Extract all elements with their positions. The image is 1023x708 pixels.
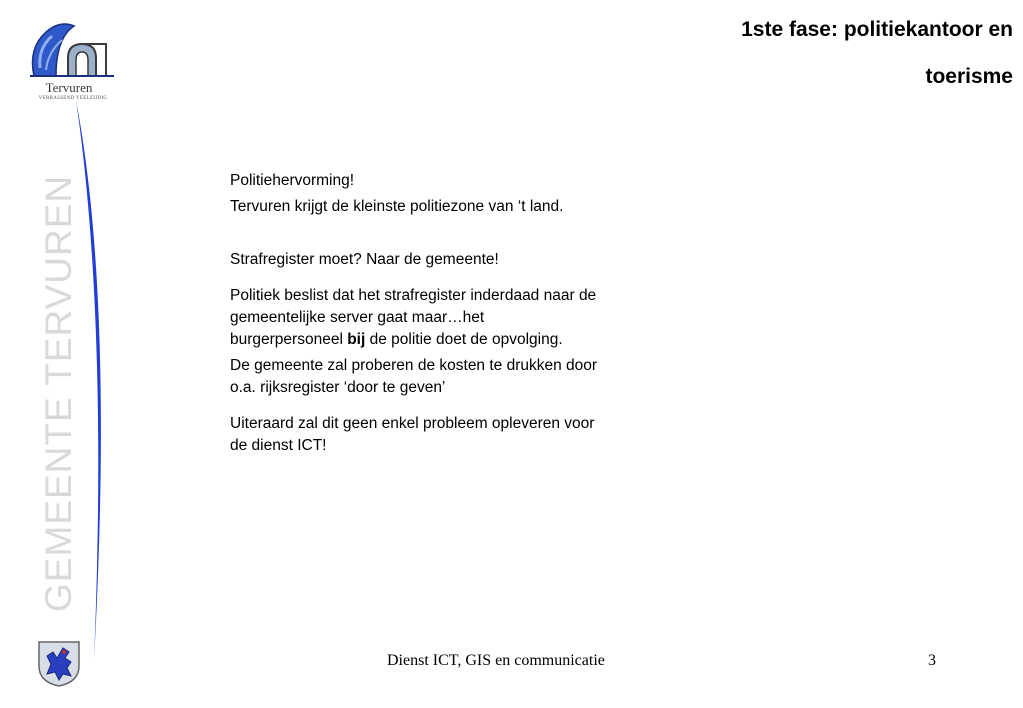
slide-title-line-1: 1ste fase: politiekantoor en: [741, 18, 1013, 41]
paragraph-kleinste-politiezone: Tervuren krijgt de kleinste politiezone van ‘t land.: [230, 198, 564, 215]
paragraph-kosten-drukken: [230, 355, 680, 399]
paragraph-politiehervorming: Politiehervorming!: [230, 172, 355, 189]
kosten-drukken-line-1: De gemeente zal proberen de kosten te drukken door: [230, 357, 598, 374]
footer-page-number: 3: [928, 652, 936, 669]
politiek-beslist-line-2: gemeentelijke server gaat maar…het: [230, 309, 485, 326]
paragraph-strafregister: Strafregister moet? Naar de gemeente!: [230, 251, 499, 268]
politiek-beslist-line-3-end: de politie doet de opvolging.: [369, 331, 563, 348]
kosten-drukken-line-2: o.a. rijksregister ‘door te geven’: [230, 379, 446, 396]
footer-department: Dienst ICT, GIS en communicatie: [387, 652, 605, 669]
politiek-beslist-bold-word: bij: [347, 331, 366, 348]
slide-body: [230, 170, 680, 457]
politiek-beslist-line-1: Politiek beslist dat het strafregister inderdaad naar de: [230, 287, 597, 304]
uiteraard-line-1: Uiteraard zal dit geen enkel probleem opleveren voor: [230, 415, 595, 432]
coat-of-arms-icon: [37, 640, 81, 688]
politiek-beslist-line-3-start: burgerpersoneel: [230, 331, 343, 348]
uiteraard-line-2: de dienst ICT!: [230, 437, 327, 454]
logo-wordmark: Tervuren: [45, 80, 93, 95]
slide-title-line-2: toerisme: [925, 65, 1013, 88]
slide-title: [593, 6, 1013, 100]
paragraph-politiek-beslist: [230, 285, 680, 351]
vertical-municipality-text: GEMEENTE TERVUREN: [38, 174, 79, 612]
logo-tagline: VERRASSEND VEELZIJDIG: [38, 96, 108, 101]
paragraph-uiteraard: [230, 413, 680, 457]
